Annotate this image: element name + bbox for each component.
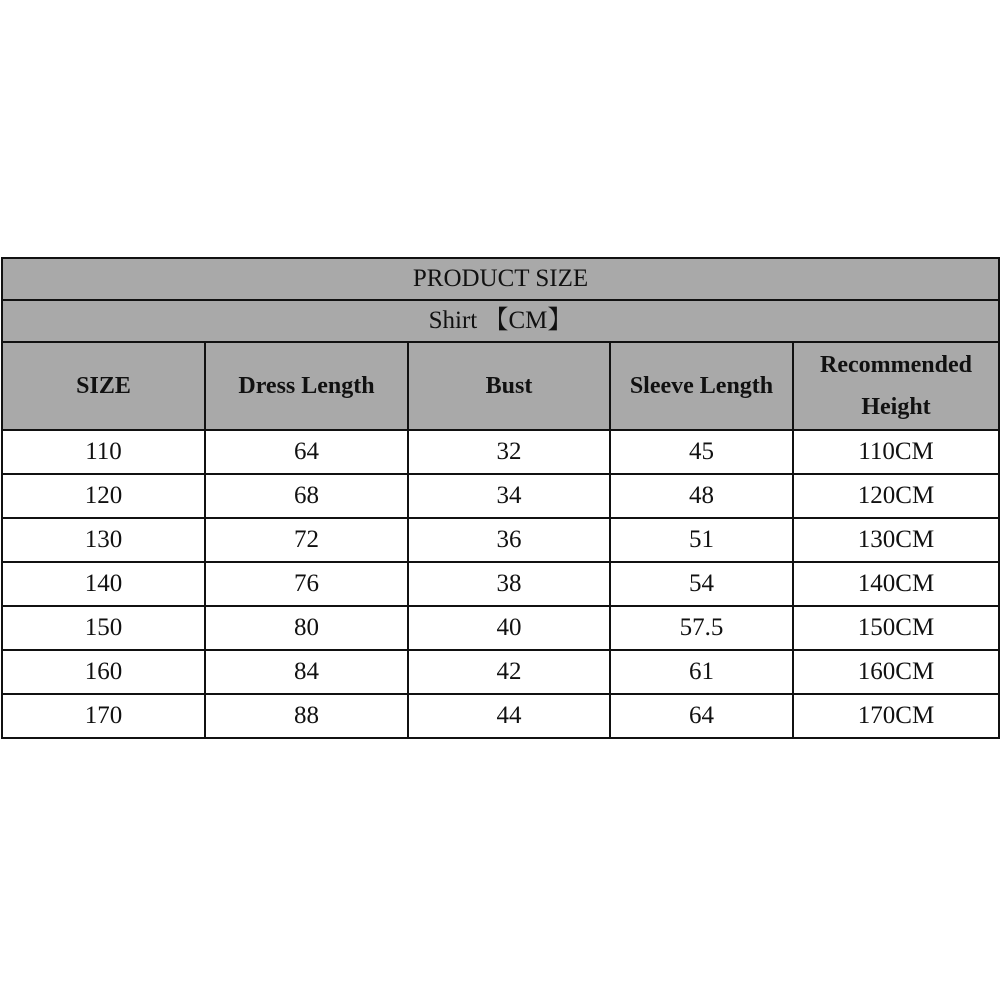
table-row (2, 694, 999, 738)
table-cell-size: 120 (2, 474, 205, 518)
table-row (2, 562, 999, 606)
table-cell-recommended-height: 160CM (793, 650, 999, 694)
column-header-dress-length: Dress Length (205, 342, 408, 430)
table-cell-sleeve-length: 51 (610, 518, 793, 562)
table-cell-dress-length: 68 (205, 474, 408, 518)
table-cell-dress-length: 88 (205, 694, 408, 738)
table-cell-size: 130 (2, 518, 205, 562)
column-header-row (2, 342, 999, 430)
table-cell-dress-length: 84 (205, 650, 408, 694)
table-cell-recommended-height: 120CM (793, 474, 999, 518)
table-cell-dress-length: 64 (205, 430, 408, 474)
table-subtitle: Shirt 【CM】 (2, 300, 999, 342)
table-cell-recommended-height: 170CM (793, 694, 999, 738)
table-cell-size: 170 (2, 694, 205, 738)
table-title-row (2, 258, 999, 300)
table-cell-recommended-height: 110CM (793, 430, 999, 474)
table-cell-sleeve-length: 61 (610, 650, 793, 694)
size-chart-table (1, 257, 1000, 739)
column-header-size: SIZE (2, 342, 205, 430)
table-row (2, 430, 999, 474)
table-cell-dress-length: 72 (205, 518, 408, 562)
table-cell-bust: 34 (408, 474, 610, 518)
table-cell-recommended-height: 140CM (793, 562, 999, 606)
table-cell-recommended-height: 150CM (793, 606, 999, 650)
table-cell-sleeve-length: 64 (610, 694, 793, 738)
table-cell-size: 110 (2, 430, 205, 474)
table-row (2, 474, 999, 518)
column-header-recommended-height: Recommended Height (793, 342, 999, 430)
table-title: PRODUCT SIZE (2, 258, 999, 300)
table-cell-bust: 32 (408, 430, 610, 474)
table-subtitle-row (2, 300, 999, 342)
table-body (2, 430, 999, 738)
table-cell-sleeve-length: 48 (610, 474, 793, 518)
table-cell-sleeve-length: 45 (610, 430, 793, 474)
table-cell-bust: 42 (408, 650, 610, 694)
table-row (2, 518, 999, 562)
table-cell-bust: 44 (408, 694, 610, 738)
table-cell-sleeve-length: 54 (610, 562, 793, 606)
table-cell-dress-length: 80 (205, 606, 408, 650)
table-row (2, 650, 999, 694)
table-cell-size: 150 (2, 606, 205, 650)
table-cell-recommended-height: 130CM (793, 518, 999, 562)
table-row (2, 606, 999, 650)
table-cell-size: 140 (2, 562, 205, 606)
table-cell-sleeve-length: 57.5 (610, 606, 793, 650)
table-cell-bust: 40 (408, 606, 610, 650)
table-cell-dress-length: 76 (205, 562, 408, 606)
table-cell-size: 160 (2, 650, 205, 694)
table-cell-bust: 36 (408, 518, 610, 562)
table-cell-bust: 38 (408, 562, 610, 606)
column-header-sleeve-length: Sleeve Length (610, 342, 793, 430)
column-header-bust: Bust (408, 342, 610, 430)
